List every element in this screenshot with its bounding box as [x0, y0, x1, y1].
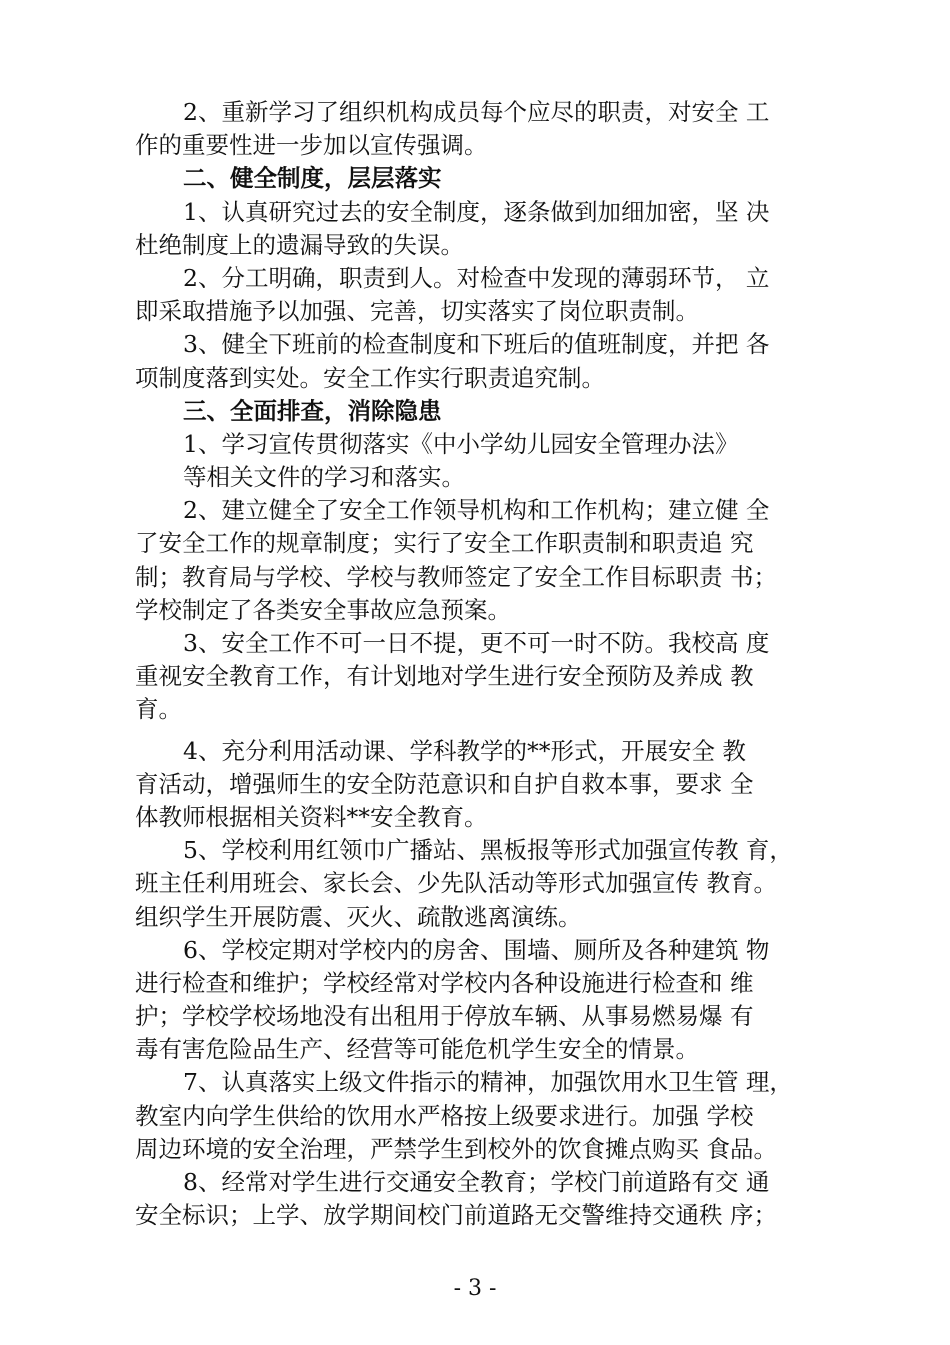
- text-line: 重视安全教育工作，有计划地对学生进行安全预防及养成 教: [135, 662, 754, 691]
- text-line: 制；教育局与学校、学校与教师签定了安全工作目标职责 书；: [135, 562, 777, 591]
- text-line: 等相关文件的学习和落实。: [183, 463, 465, 492]
- text-line: 2、建立健全了安全工作领导机构和工作机构；建立健 全: [183, 496, 770, 525]
- text-line: 1、认真研究过去的安全制度，逐条做到加细加密，坚 决: [183, 197, 770, 226]
- section-heading: 二、健全制度，层层落实: [183, 164, 442, 193]
- text-line: 5、学校利用红领巾广播站、黑板报等形式加强宣传教 育，: [183, 836, 793, 865]
- text-line: 项制度落到实处。安全工作实行职责追究制。: [135, 363, 605, 392]
- text-line: 杜绝制度上的遗漏导致的失误。: [135, 230, 464, 259]
- text-line: 周边环境的安全治理，严禁学生到校外的饮食摊点购买 食品。: [135, 1134, 777, 1163]
- text-line: 即采取措施予以加强、完善，切实落实了岗位职责制。: [135, 297, 699, 326]
- text-line: 班主任利用班会、家长会、少先队活动等形式加强宣传 教育。: [135, 869, 777, 898]
- text-line: 8、经常对学生进行交通安全教育；学校门前道路有交 通: [183, 1168, 770, 1196]
- section-heading: 三、全面排查，消除隐患: [183, 396, 442, 425]
- text-line: 3、安全工作不可一日不提，更不可一时不防。我校高 度: [183, 629, 770, 657]
- text-line: 学校制定了各类安全事故应急预案。: [135, 595, 511, 624]
- text-line: 7、认真落实上级文件指示的精神，加强饮用水卫生管 理，: [183, 1068, 793, 1097]
- text-line: 体教师根据相关资料**安全教育。: [135, 802, 488, 831]
- text-line: 1、学习宣传贯彻落实《中小学幼儿园安全管理办法》: [183, 429, 739, 458]
- text-line: 教室内向学生供给的饮用水严格按上级要求进行。加强 学校: [135, 1101, 754, 1130]
- text-line: 了安全工作的规章制度；实行了安全工作职责制和职责追 究: [135, 529, 754, 558]
- text-line: 进行检查和维护；学校经常对学校内各种设施进行检查和 维: [135, 968, 754, 997]
- text-line: 2、重新学习了组织机构成员每个应尽的职责，对安全 工: [183, 98, 770, 126]
- page-number: - 3 -: [453, 1276, 497, 1301]
- text-line: 安全标识；上学、放学期间校门前道路无交警维持交通秩 序；: [135, 1201, 777, 1230]
- text-line: 毒有害危险品生产、经营等可能危机学生安全的情景。: [135, 1035, 699, 1064]
- text-line: 组织学生开展防震、灭火、疏散逃离演练。: [135, 902, 582, 931]
- text-line: 育。: [135, 695, 182, 724]
- text-line: 4、充分利用活动课、学科教学的**形式，开展安全 教: [183, 736, 746, 765]
- text-line: 3、健全下班前的检查制度和下班后的值班制度，并把 各: [183, 330, 770, 359]
- text-line: 2、分工明确，职责到人。对检查中发现的薄弱环节， 立: [183, 263, 770, 292]
- document-body: [135, 96, 815, 1232]
- text-line: 6、学校定期对学校内的房舍、围墙、厕所及各种建筑 物: [183, 935, 770, 964]
- text-line: 护；学校学校场地没有出租用于停放车辆、从事易燃易爆 有: [135, 1002, 754, 1031]
- text-line: 作的重要性进一步加以宣传强调。: [135, 131, 488, 160]
- text-line: 育活动，增强师生的安全防范意识和自护自救本事，要求 全: [135, 769, 754, 798]
